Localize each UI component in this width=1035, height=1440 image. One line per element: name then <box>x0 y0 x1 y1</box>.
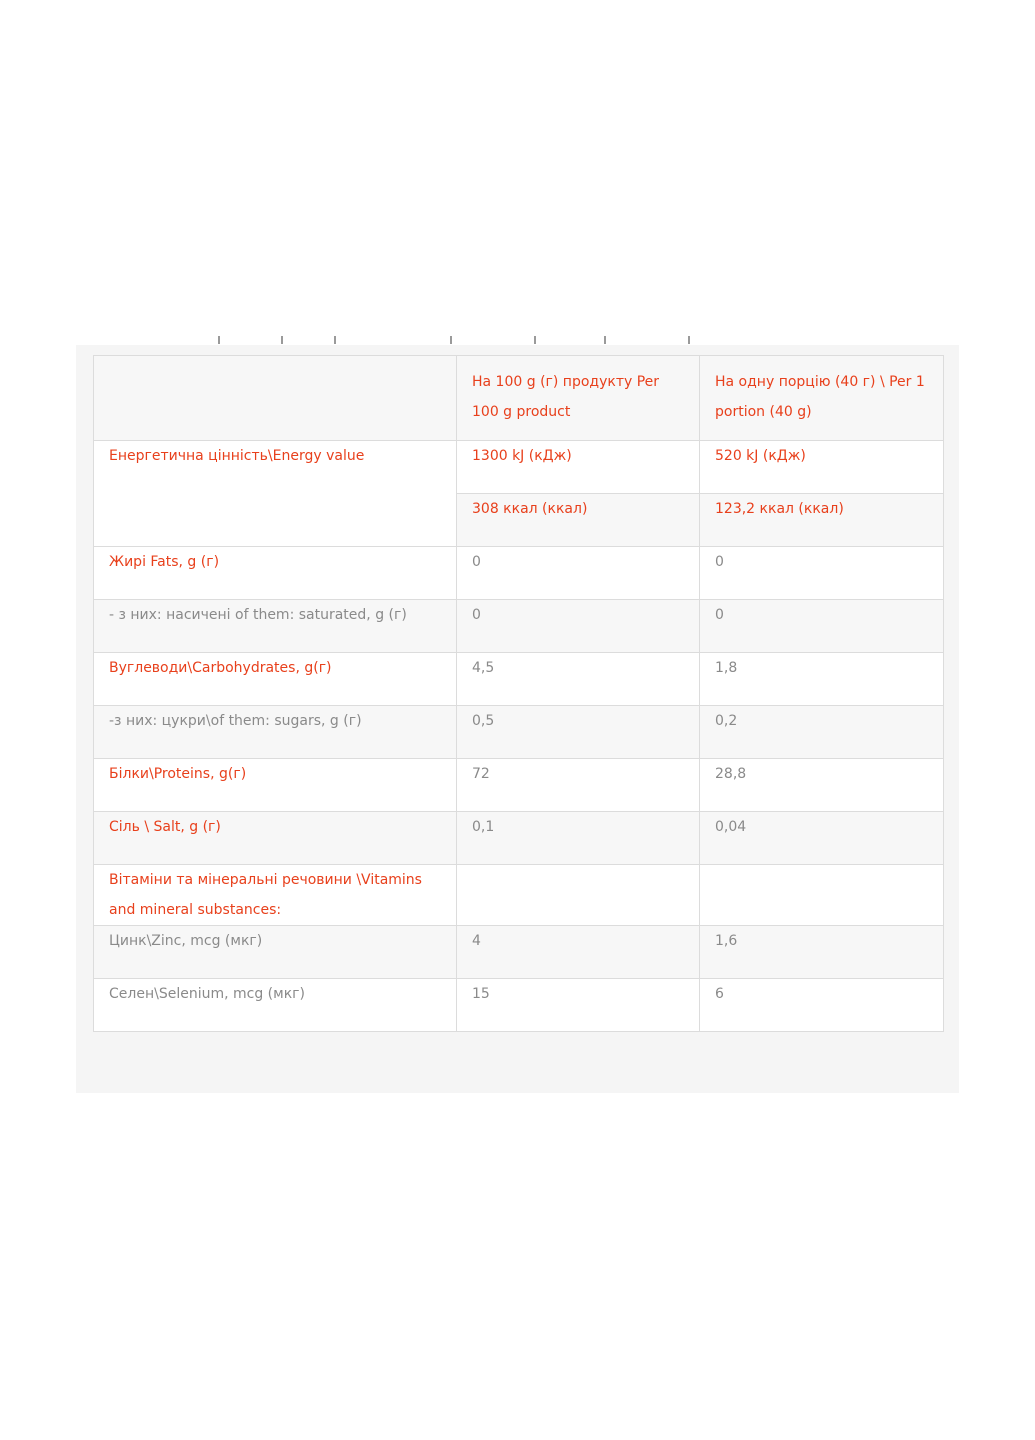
header-per-portion: На одну порцію (40 г) \ Per 1 portion (40 g) <box>700 356 944 441</box>
nutrient-per-100g: 4 <box>457 926 700 979</box>
nutrient-per-portion: 28,8 <box>700 759 944 812</box>
nutrient-per-portion: 0,04 <box>700 812 944 865</box>
table-row <box>94 547 944 600</box>
energy-kj-100g: 1300 kJ (кДж) <box>457 441 700 494</box>
header-empty-cell <box>94 356 457 441</box>
nutrient-label: Вуглеводи\Carbohydrates, g(г) <box>94 653 457 706</box>
table-row <box>94 979 944 1032</box>
table-row <box>94 865 944 926</box>
nutrient-per-portion: 1,8 <box>700 653 944 706</box>
table-row <box>94 759 944 812</box>
nutrition-panel <box>76 345 959 1093</box>
nutrient-label: - з них: насичені of them: saturated, g (г) <box>94 600 457 653</box>
nutrient-label: Селен\Selenium, mcg (мкг) <box>94 979 457 1032</box>
nutrient-label: Сіль \ Salt, g (г) <box>94 812 457 865</box>
nutrient-per-100g: 0,1 <box>457 812 700 865</box>
nutrient-per-portion: 0 <box>700 547 944 600</box>
nutrition-table <box>93 355 944 1032</box>
nutrient-per-100g: 0,5 <box>457 706 700 759</box>
table-row <box>94 812 944 865</box>
nutrient-label: Цинк\Zinc, mcg (мкг) <box>94 926 457 979</box>
table-row-energy-kj <box>94 441 944 494</box>
clipped-text-line <box>76 336 959 346</box>
table-header-row <box>94 356 944 441</box>
table-row <box>94 653 944 706</box>
table-row <box>94 706 944 759</box>
nutrient-per-100g: 0 <box>457 547 700 600</box>
nutrient-per-portion: 0 <box>700 600 944 653</box>
header-per-100g: На 100 g (г) продукту Per 100 g product <box>457 356 700 441</box>
nutrient-label: Вітаміни та мінеральні речовини \Vitamins and mineral substances: <box>94 865 457 926</box>
nutrient-per-100g: 72 <box>457 759 700 812</box>
energy-kcal-100g: 308 ккал (ккал) <box>457 494 700 547</box>
nutrient-per-100g: 15 <box>457 979 700 1032</box>
nutrient-label: -з них: цукри\of them: sugars, g (г) <box>94 706 457 759</box>
nutrient-per-portion: 6 <box>700 979 944 1032</box>
nutrient-per-portion: 0,2 <box>700 706 944 759</box>
table-row <box>94 926 944 979</box>
nutrient-per-100g: 4,5 <box>457 653 700 706</box>
energy-kcal-portion: 123,2 ккал (ккал) <box>700 494 944 547</box>
nutrient-per-100g <box>457 865 700 926</box>
nutrient-per-100g: 0 <box>457 600 700 653</box>
nutrient-label: Жирі Fats, g (г) <box>94 547 457 600</box>
table-row <box>94 600 944 653</box>
nutrient-per-portion <box>700 865 944 926</box>
energy-kj-portion: 520 kJ (кДж) <box>700 441 944 494</box>
nutrient-label: Білки\Proteins, g(г) <box>94 759 457 812</box>
energy-label: Енергетична цінність\Energy value <box>94 441 457 547</box>
nutrient-per-portion: 1,6 <box>700 926 944 979</box>
